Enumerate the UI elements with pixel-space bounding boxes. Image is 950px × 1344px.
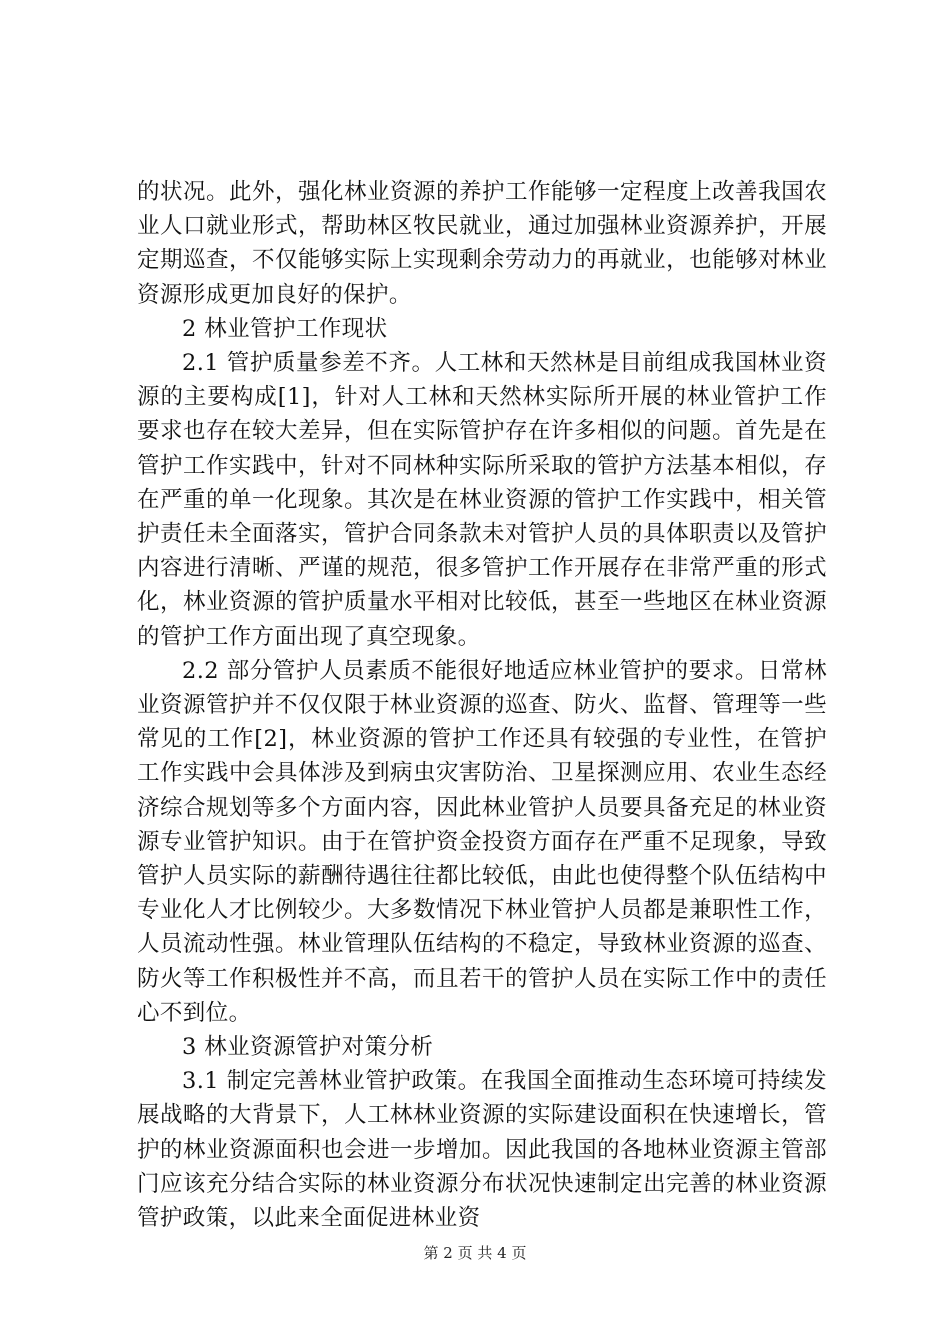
paragraph-2-2: 2.2 部分管护人员素质不能很好地适应林业管护的要求。日常林业资源管护并不仅仅限于林业资源的巡查、防火、监督、管理等一些常见的工作[2]，林业资源的管护工作还具有较强的专业性，在管护工作实践中会具体涉及到病虫灾害防治、卫星探测应用、农业生态经济综合规划等多个方面内容，因此林业管护人员要具备充足的林业资源专业管护知识。由于在管护资金投资方面存在严重不足现象，导致管护人员实际的薪酬待遇往往都比较低，由此也使得整个队伍结构中专业化人才比例较少。大多数情况下林业管护人员都是兼职性工作，人员流动性强。林业管理队伍结构的不稳定，导致林业资源的巡查、防火等工作积极性并不高，而且若干的管护人员在实际工作中的责任心不到位。 [137, 657, 827, 1026]
paragraph-intro-continuation: 的状况。此外，强化林业资源的养护工作能够一定程度上改善我国农业人口就业形式，帮助林区牧民就业，通过加强林业资源养护，开展定期巡查，不仅能够实际上实现剩余劳动力的再就业，也能够对林业资源形成更加良好的保护。 [137, 179, 827, 308]
section-heading-2: 2 林业管护工作现状 [182, 315, 388, 342]
paragraph-2-1: 2.1 管护质量参差不齐。人工林和天然林是目前组成我国林业资源的主要构成[1]，针对人工林和天然林实际所开展的林业管护工作要求也存在较大差异，但在实际管护存在许多相似的问题。首先是在管护工作实践中，针对不同林种实际所采取的管护方法基本相似，存在严重的单一化现象。其次是在林业资源的管护工作实践中，相关管护责任未全面落实，管护合同条款未对管护人员的具体职责以及管护内容进行清晰、严谨的规范，很多管护工作开展存在非常严重的形式化，林业资源的管护质量水平相对比较低，甚至一些地区在林业资源的管护工作方面出现了真空现象。 [137, 350, 827, 650]
document-body [137, 175, 827, 1235]
paragraph-3-1: 3.1 制定完善林业管护政策。在我国全面推动生态环境可持续发展战略的大背景下，人工林林业资源的实际建设面积在快速增长，管护的林业资源面积也会进一步增加。因此我国的各地林业资源主管部门应该充分结合实际的林业资源分布状况快速制定出完善的林业资源管护政策，以此来全面促进林业资 [137, 1068, 827, 1232]
page-footer: 第 2 页 共 4 页 [423, 1244, 527, 1262]
section-heading-3: 3 林业资源管护对策分析 [182, 1034, 434, 1061]
